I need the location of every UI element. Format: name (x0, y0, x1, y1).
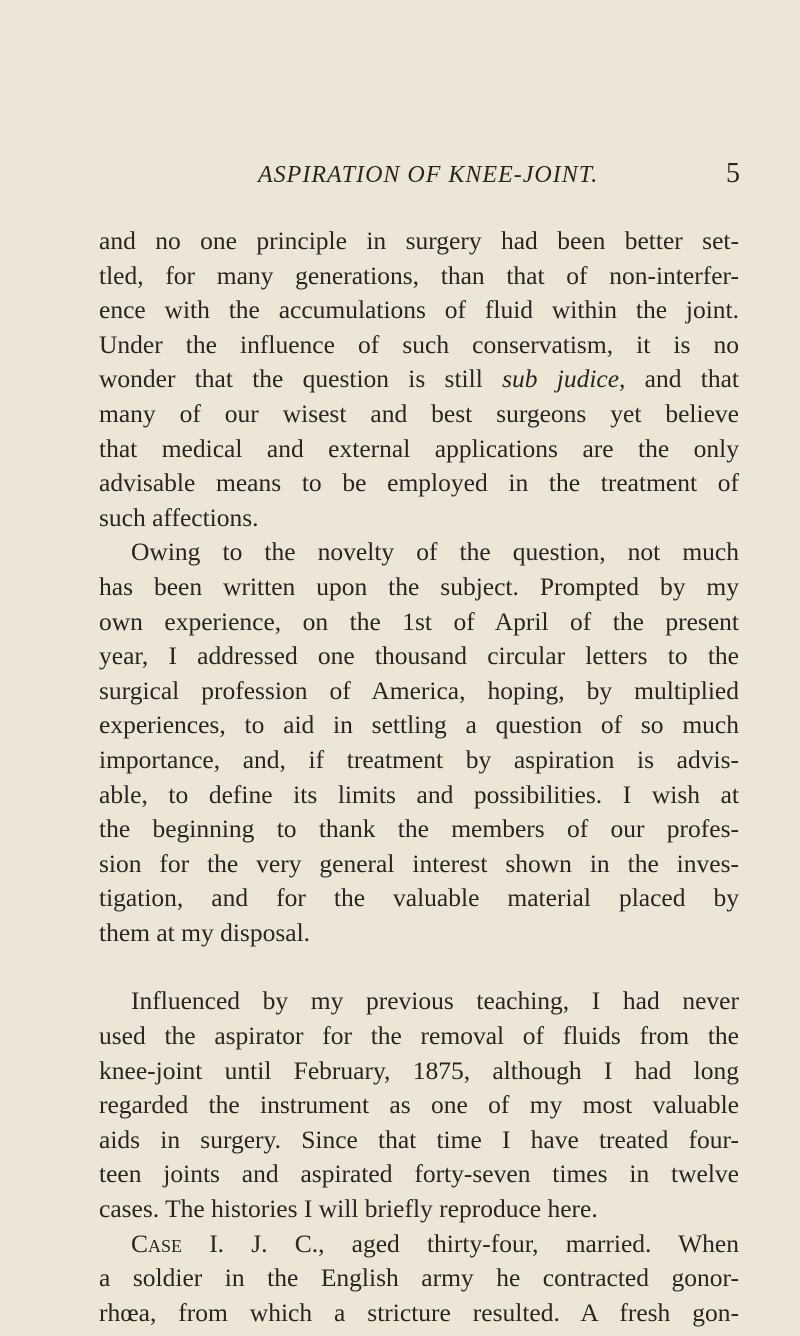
text-line: able, to define its limits and possibilities. I wish at (99, 779, 739, 809)
text-line: ence with the accumulations of fluid within the joint. (99, 295, 739, 325)
text-line: regarded the instrument as one of my most valuable (99, 1090, 739, 1120)
text-line: tigation, and for the valuable material placed by (99, 883, 739, 913)
page-header (100, 158, 740, 202)
paragraph (99, 984, 739, 1226)
text-line: Under the influence of such conservatism, it is no (99, 329, 739, 359)
text-line: surgical profession of America, hoping, by multiplied (99, 675, 739, 705)
text-line: importance, and, if treatment by aspiration is advis- (99, 744, 739, 774)
text-line: that medical and external applications are the only (99, 433, 739, 463)
text-line: has been written upon the subject. Prompted by my (99, 571, 739, 601)
text-line: a soldier in the English army he contracted gonor- (99, 1263, 739, 1293)
text-line: year, I addressed one thousand circular letters to the (99, 641, 739, 671)
text-line: used the aspirator for the removal of fluids from the (99, 1021, 739, 1051)
paragraph (99, 535, 739, 950)
text-line: Influenced by my previous teaching, I had never (131, 986, 739, 1016)
case-label: Case (131, 1228, 183, 1258)
running-title: ASPIRATION OF KNEE-JOINT. (258, 162, 599, 188)
text-line: the beginning to thank the members of our profes- (99, 814, 739, 844)
paragraph (99, 1227, 739, 1331)
text-line: sion for the very general interest shown in the inves- (99, 848, 739, 878)
paragraph (99, 224, 739, 535)
text-line (99, 1227, 739, 1262)
text-line: rhœa, from which a stricture resulted. A fresh gon- (99, 1297, 739, 1327)
text-line: advisable means to be employed in the treatment of (99, 468, 739, 498)
text-line: experiences, to aid in settling a question of so much (99, 710, 739, 740)
text-line: own experience, on the 1st of April of the present (99, 606, 739, 636)
text-line: tled, for many generations, than that of non-interfer- (99, 260, 739, 290)
text-line: knee-joint until February, 1875, although I had long (99, 1055, 739, 1085)
page-number: 5 (726, 158, 740, 189)
text-line: many of our wisest and best surgeons yet believe (99, 398, 739, 428)
body-text (99, 224, 739, 1330)
text-segment: wonder that the question is still (99, 364, 503, 394)
text-line (99, 362, 739, 397)
latin-phrase: sub judice, (502, 364, 626, 394)
text-line: and no one principle in surgery had been better set- (99, 226, 739, 255)
text-line: Owing to the novelty of the question, not much (131, 537, 739, 567)
text-line: teen joints and aspirated forty-seven times in twelve (99, 1159, 739, 1189)
section-gap (99, 950, 739, 984)
text-segment: and that (625, 364, 739, 394)
text-line: aids in surgery. Since that time I have treated four- (99, 1124, 739, 1154)
text-line: them at my disposal. (99, 917, 311, 947)
text-segment: I. J. C., aged thirty-four, married. When (182, 1228, 739, 1258)
text-line: such affections. (99, 502, 259, 532)
text-line: cases. The histories I will briefly reproduce here. (99, 1194, 598, 1224)
